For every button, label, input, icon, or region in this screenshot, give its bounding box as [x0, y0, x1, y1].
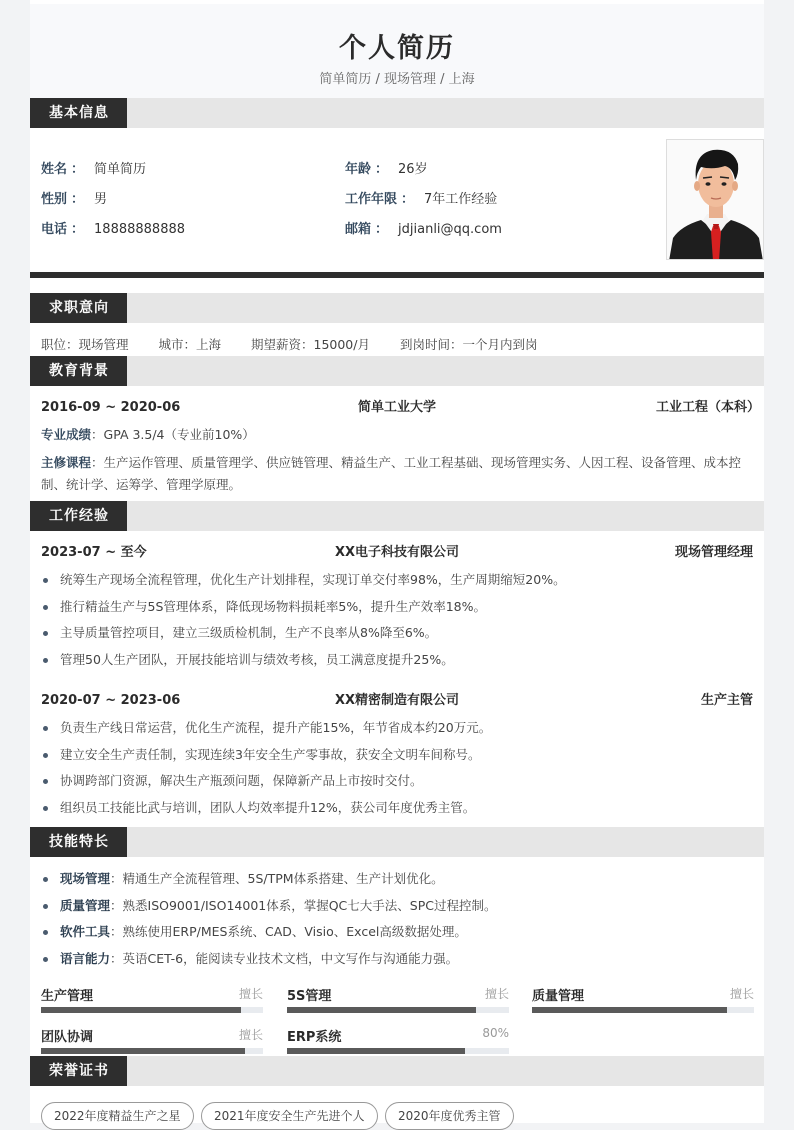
section-header-education [30, 356, 764, 386]
avatar-illustration-icon [667, 140, 764, 260]
phone-value: 18888888888 [94, 222, 186, 237]
section-header-work-experience [30, 501, 764, 531]
skill-bar-name: 质量管理 [532, 989, 585, 1004]
skill-label: 质量管理 [60, 897, 111, 913]
section-divider [30, 272, 764, 278]
colon: ： [71, 162, 85, 177]
work-entry-header [41, 691, 753, 711]
skill-label: 语言能力 [60, 950, 111, 966]
skill-bar-fill [287, 1048, 465, 1054]
skill-bar-track [41, 1048, 263, 1054]
colon: ： [401, 192, 415, 207]
profile-photo [666, 139, 764, 260]
list-item: 负责生产线日常运营，优化生产流程，提升产能15%，年节省成本约20万元。 [41, 718, 755, 745]
colon: ： [71, 222, 85, 237]
work-entry-header [41, 543, 753, 563]
section-title: 工作经验 [30, 501, 127, 531]
skill-text: ：英语CET-6，能阅读专业技术文档，中文写作与沟通能力强。 [110, 950, 459, 966]
intent-availability: 到岗时间：一个月内到岗 [399, 337, 538, 352]
section-title: 教育背景 [30, 356, 127, 386]
skill-bar-track [287, 1048, 509, 1054]
skill-bar-fill [41, 1007, 241, 1013]
work-company: XX精密制造有限公司 [334, 693, 460, 708]
gpa-label: 专业成绩 [41, 427, 92, 442]
skill-bar-track [287, 1007, 509, 1013]
list-item: 组织员工技能比武与培训，团队人均效率提升12%，获公司年度优秀主管。 [41, 798, 755, 825]
education-row [41, 398, 760, 418]
education-gpa [41, 424, 755, 446]
age-label: 年龄 [345, 162, 372, 177]
list-item: 统筹生产现场全流程管理，优化生产计划排程，实现订单交付率98%，生产周期缩短20%。 [41, 570, 755, 597]
intent-city: 城市：上海 [158, 337, 222, 352]
work-role: 生产主管 [700, 693, 753, 708]
skill-bar-track [41, 1007, 263, 1013]
gender-label: 性别 [41, 192, 68, 207]
section-header-skills [30, 827, 764, 857]
work-period: 2020-07 ~ 2023-06 [41, 693, 181, 708]
work-bullets [41, 718, 755, 824]
skill-label: 软件工具 [60, 924, 111, 939]
skill-bar [532, 985, 754, 1021]
age-value: 26岁 [398, 162, 428, 177]
section-title: 求职意向 [30, 293, 127, 323]
skill-bar-level: 擅长 [484, 987, 509, 1001]
work-company: XX电子科技有限公司 [334, 545, 460, 560]
resume-page [30, 0, 764, 1123]
education-school: 简单工业大学 [357, 400, 436, 415]
skill-bar-name: 团队协调 [41, 1030, 94, 1045]
work-years-value: 7年工作经验 [424, 192, 498, 207]
section-title: 技能特长 [30, 827, 127, 857]
info-email [345, 220, 502, 240]
skill-text: ：精通生产全流程管理、5S/TPM体系搭建、生产计划优化。 [110, 871, 444, 886]
list-item [41, 922, 755, 949]
gender-value: 男 [94, 192, 108, 207]
resume-header [30, 4, 764, 98]
education-period: 2016-09 ~ 2020-06 [41, 400, 181, 415]
section-title: 基本信息 [30, 98, 127, 128]
skill-bar-name: 5S管理 [287, 989, 332, 1004]
email-value[interactable]: jdjianli@qq.com [398, 222, 502, 237]
name-value: 简单简历 [94, 162, 147, 177]
intent-position: 职位：现场管理 [41, 337, 129, 352]
info-gender [41, 190, 107, 210]
skill-bar-level: 擅长 [238, 987, 263, 1001]
skill-bar-level: 擅长 [238, 1028, 263, 1042]
intent-salary: 期望薪资：15000/月 [251, 337, 370, 352]
list-item: 推行精益生产与5S管理体系，降低现场物料损耗率5%，提升生产效率18%。 [41, 597, 755, 624]
gpa-value: ：GPA 3.5/4（专业前10%） [91, 427, 255, 442]
info-work-years [345, 190, 497, 210]
skill-bar [41, 985, 263, 1021]
skill-text: ：熟悉ISO9001/ISO14001体系，掌握QC七大手法、SPC过程控制。 [110, 897, 497, 913]
work-role: 现场管理经理 [674, 545, 753, 560]
info-age [345, 160, 428, 180]
list-item: 主导质量管控项目，建立三级质检机制，生产不良率从8%降至6%。 [41, 623, 755, 650]
courses-label: 主修课程 [41, 455, 92, 470]
work-years-label: 工作年限 [345, 192, 398, 207]
page-title: 个人简历 [339, 33, 455, 64]
skill-bar-level: 80% [482, 1026, 509, 1040]
honor-badge: 2022年度精益生产之星 [41, 1102, 194, 1130]
education-major: 工业工程（本科） [655, 400, 760, 415]
skill-bar-name: ERP系统 [287, 1030, 342, 1045]
skill-bar-track [532, 1007, 754, 1013]
job-intent-row [41, 336, 537, 354]
list-item: 建立安全生产责任制，实现连续3年安全生产零事故，获安全文明车间称号。 [41, 745, 755, 772]
info-phone [41, 220, 185, 240]
section-title: 荣誉证书 [30, 1056, 127, 1086]
list-item [41, 896, 755, 923]
work-bullets [41, 570, 755, 676]
section-header-honors [30, 1056, 764, 1086]
list-item [41, 869, 755, 896]
courses-value: ：生产运作管理、质量管理学、供应链管理、精益生产、工业工程基础、现场管理实务、人因工程、设备管理、成本控制、统计学、运筹学、管理学原理。 [41, 455, 742, 492]
list-item: 协调跨部门资源，解决生产瓶颈问题，保障新产品上市按时交付。 [41, 771, 755, 798]
skills-bullets [41, 869, 755, 975]
list-item: 管理50人生产团队，开展技能培训与绩效考核，员工满意度提升25%。 [41, 650, 755, 677]
colon: ： [375, 162, 389, 177]
name-label: 姓名 [41, 162, 68, 177]
list-item [41, 949, 755, 976]
skill-label: 现场管理 [60, 871, 111, 886]
honor-badge: 2021年度安全生产先进个人 [201, 1102, 378, 1130]
colon: ： [375, 222, 389, 237]
skill-bar-fill [287, 1007, 476, 1013]
skill-bar-fill [41, 1048, 245, 1054]
skill-text: ：熟练使用ERP/MES系统、CAD、Visio、Excel高级数据处理。 [110, 924, 467, 939]
phone-label: 电话 [41, 222, 68, 237]
section-header-job-intent [30, 293, 764, 323]
email-label: 邮箱 [345, 222, 372, 237]
education-courses [41, 452, 755, 496]
section-header-basic-info [30, 98, 764, 128]
skill-bar-level: 擅长 [729, 987, 754, 1001]
info-name [41, 160, 146, 180]
page-subtitle: 简单简历 / 现场管理 / 上海 [319, 72, 475, 87]
colon: ： [71, 192, 85, 207]
skill-bar-fill [532, 1007, 727, 1013]
work-period: 2023-07 ~ 至今 [41, 545, 147, 560]
skill-bar [287, 985, 509, 1021]
honor-badge: 2020年度优秀主管 [385, 1102, 514, 1130]
skill-bar-name: 生产管理 [41, 989, 94, 1004]
